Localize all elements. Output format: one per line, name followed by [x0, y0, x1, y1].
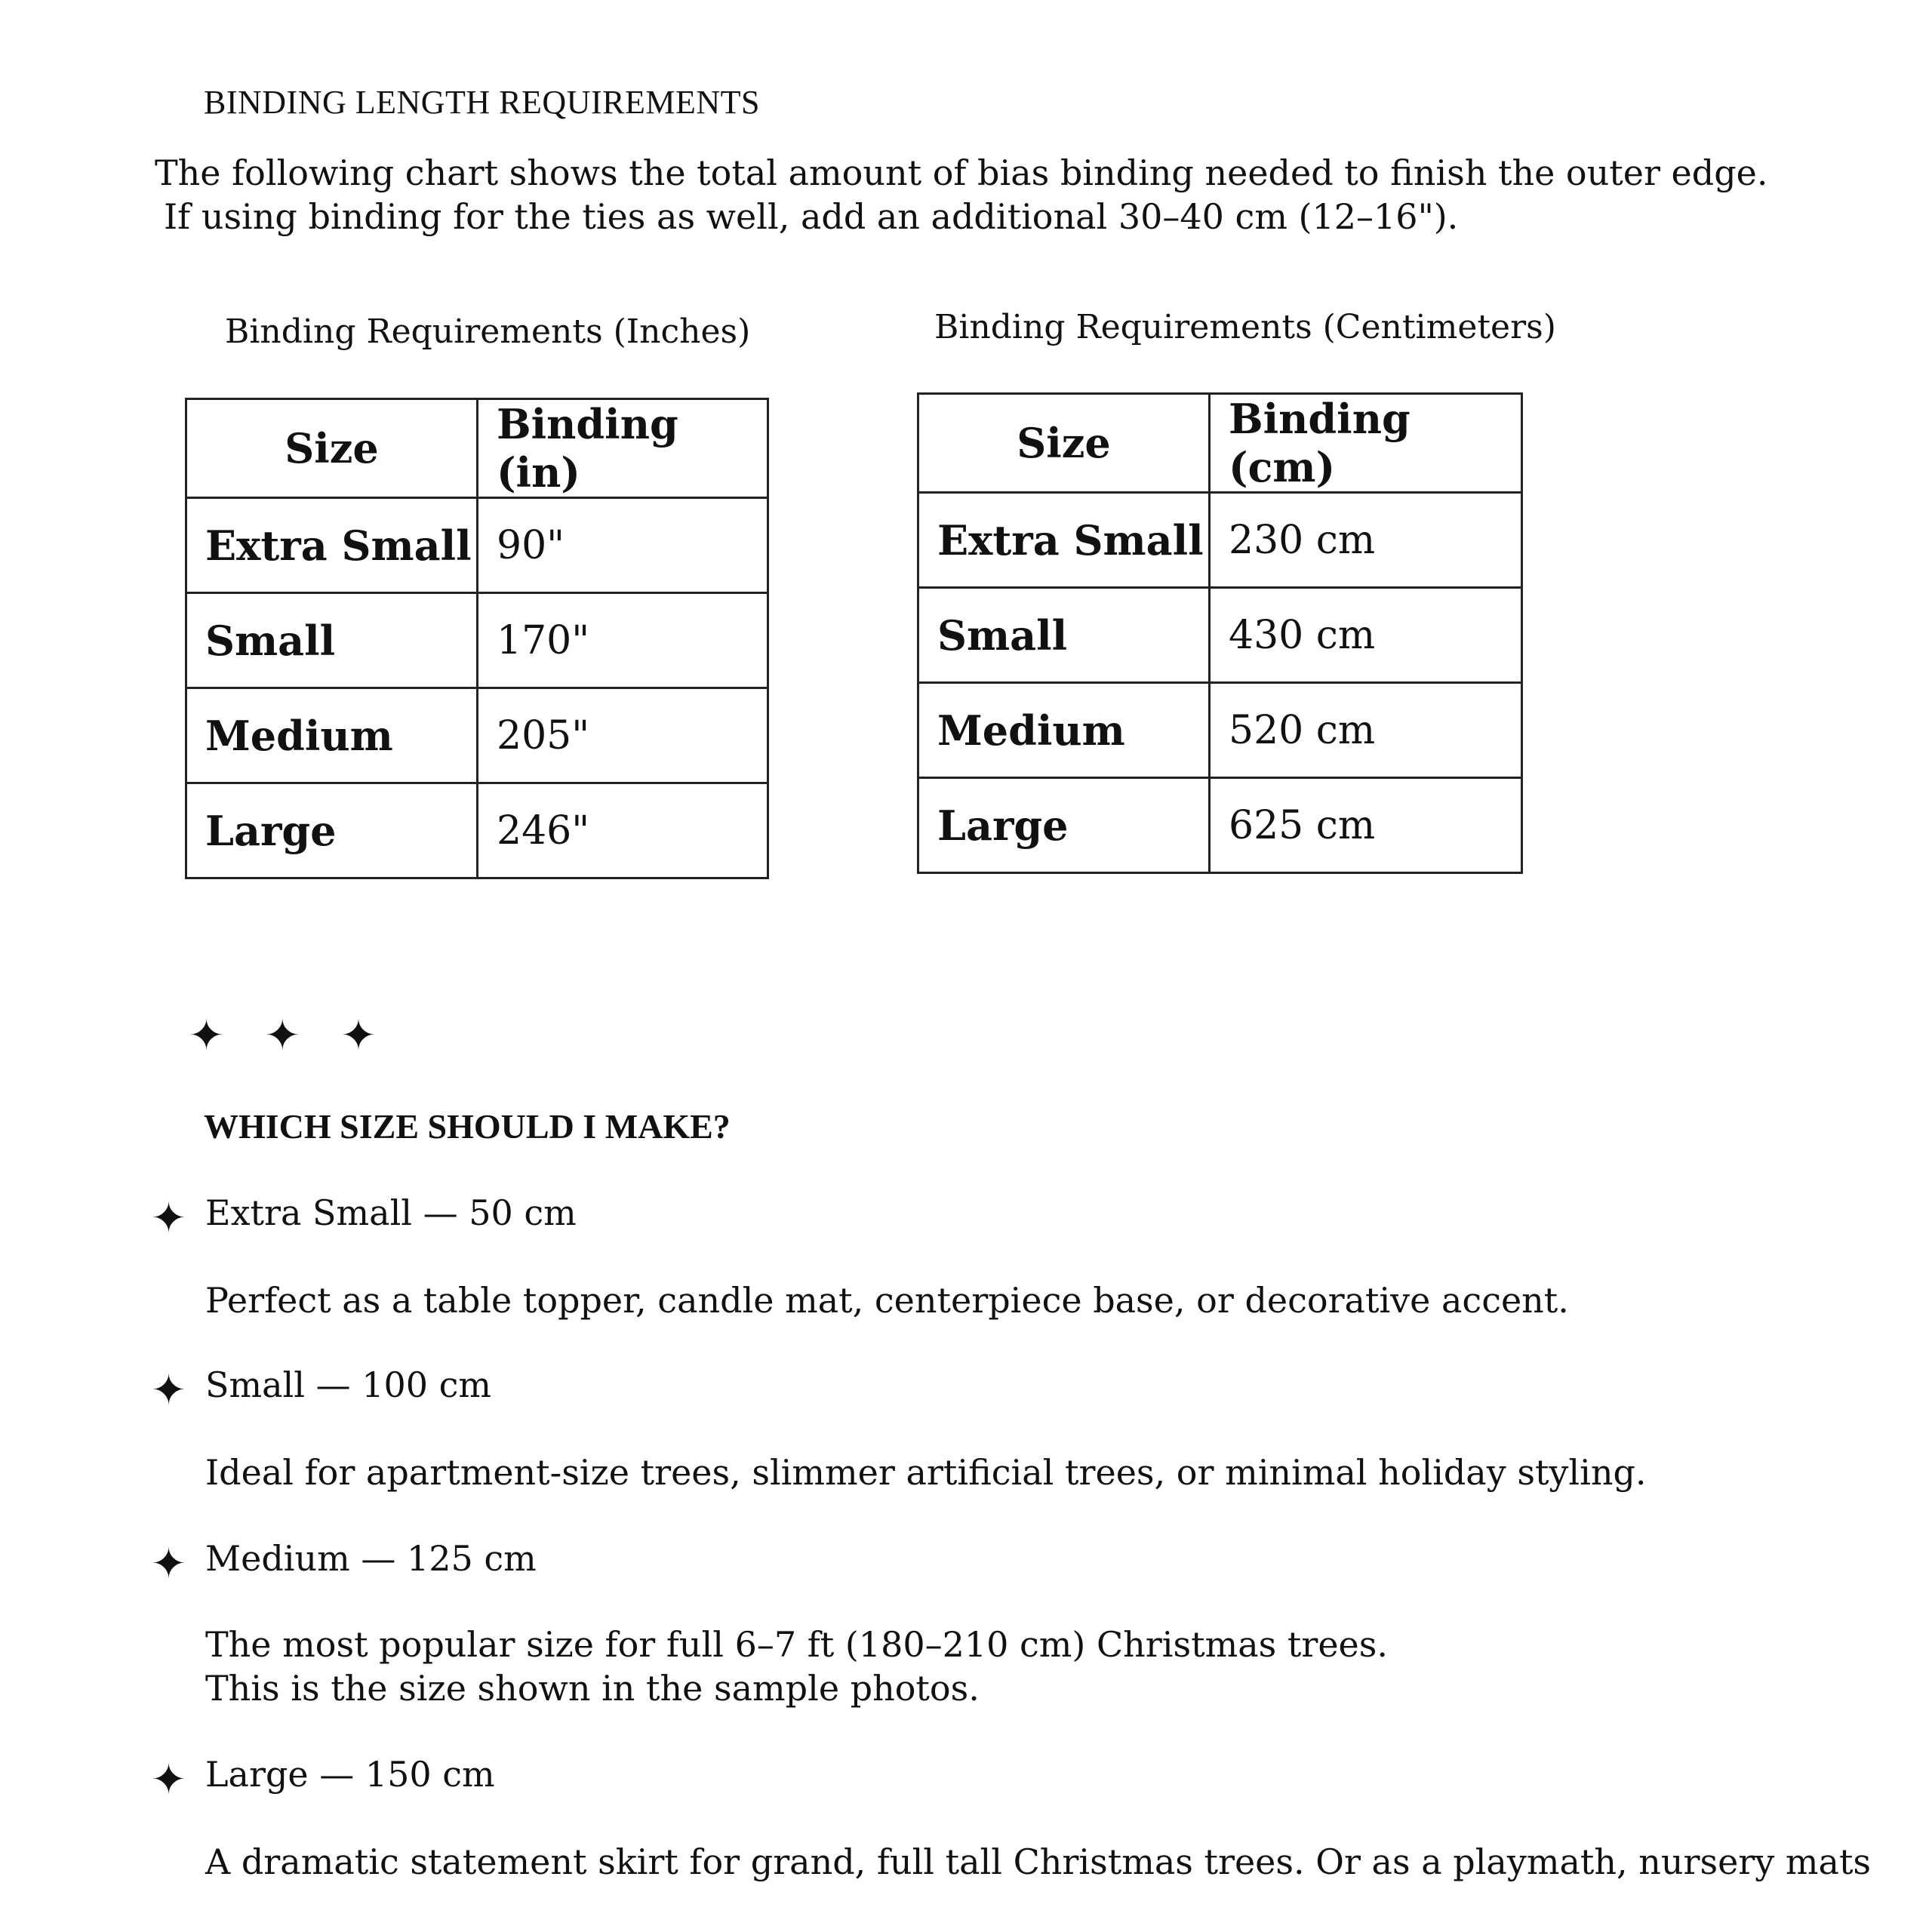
star-bullet-icon: ✦ — [151, 1755, 186, 1804]
page-heading: BINDING LENGTH REQUIREMENTS — [204, 84, 760, 121]
size-cell: Large — [186, 783, 478, 878]
size-cell: Extra Small — [918, 493, 1210, 588]
intro-line-1: The following chart shows the total amount of bias binding needed to finish the outer edge. — [155, 152, 1768, 193]
intro-line-2: If using binding for the ties as well, add an additional 30–40 cm (12–16"). — [164, 196, 1459, 237]
table-cm-caption: Binding Requirements (Centimeters) — [934, 308, 1556, 346]
binding-table-inches — [185, 398, 769, 879]
size-description — [205, 1623, 1388, 1710]
table-inches-caption: Binding Requirements (Inches) — [225, 312, 751, 351]
description-line: This is the size shown in the sample photos. — [205, 1668, 980, 1709]
star-bullet-icon: ✦ — [151, 1366, 186, 1415]
binding-cell: 170" — [478, 593, 768, 688]
description-line: The most popular size for full 6–7 ft (180–210 cm) Christmas trees. — [205, 1624, 1389, 1665]
binding-cell: 520 cm — [1210, 683, 1522, 778]
table-row — [186, 783, 768, 878]
table-row — [918, 778, 1522, 873]
size-label: Medium — 125 cm — [205, 1538, 537, 1579]
binding-cell: 230 cm — [1210, 493, 1522, 588]
star-bullet-icon: ✦ — [151, 1194, 186, 1243]
header-size: Size — [918, 394, 1210, 493]
size-label: Extra Small — 50 cm — [205, 1192, 577, 1233]
binding-cell: 205" — [478, 688, 768, 783]
star-divider-icon: ✦ ✦ ✦ — [189, 1011, 390, 1060]
size-label: Small — 100 cm — [205, 1364, 492, 1405]
header-binding: Binding (in) — [478, 399, 768, 498]
table-header-row — [186, 399, 768, 498]
table-row — [186, 498, 768, 593]
table-row — [918, 683, 1522, 778]
size-label: Large — 150 cm — [205, 1754, 495, 1795]
binding-cell: 625 cm — [1210, 778, 1522, 873]
size-description — [205, 1278, 1569, 1322]
table-row — [918, 588, 1522, 683]
table-row — [186, 688, 768, 783]
size-cell: Small — [186, 593, 478, 688]
sizes-section-title: WHICH SIZE SHOULD I MAKE? — [204, 1107, 731, 1146]
intro-text — [155, 151, 1768, 238]
size-cell: Extra Small — [186, 498, 478, 593]
size-description — [205, 1451, 1647, 1494]
table-header-row — [918, 394, 1522, 493]
header-binding: Binding (cm) — [1210, 394, 1522, 493]
star-bullet-icon: ✦ — [151, 1540, 186, 1589]
size-description — [205, 1840, 1871, 1884]
binding-cell: 90" — [478, 498, 768, 593]
size-cell: Small — [918, 588, 1210, 683]
size-cell: Large — [918, 778, 1210, 873]
size-cell: Medium — [186, 688, 478, 783]
header-size: Size — [186, 399, 478, 498]
binding-cell: 246" — [478, 783, 768, 878]
description-line: Perfect as a table topper, candle mat, centerpiece base, or decorative accent. — [205, 1280, 1569, 1321]
table-row — [918, 493, 1522, 588]
binding-table-cm — [917, 392, 1523, 874]
description-line: Ideal for apartment-size trees, slimmer artificial trees, or minimal holiday styling. — [205, 1452, 1647, 1493]
table-row — [186, 593, 768, 688]
description-line: A dramatic statement skirt for grand, full tall Christmas trees. Or as a playmath, nursery mats — [205, 1841, 1872, 1882]
binding-cell: 430 cm — [1210, 588, 1522, 683]
size-cell: Medium — [918, 683, 1210, 778]
